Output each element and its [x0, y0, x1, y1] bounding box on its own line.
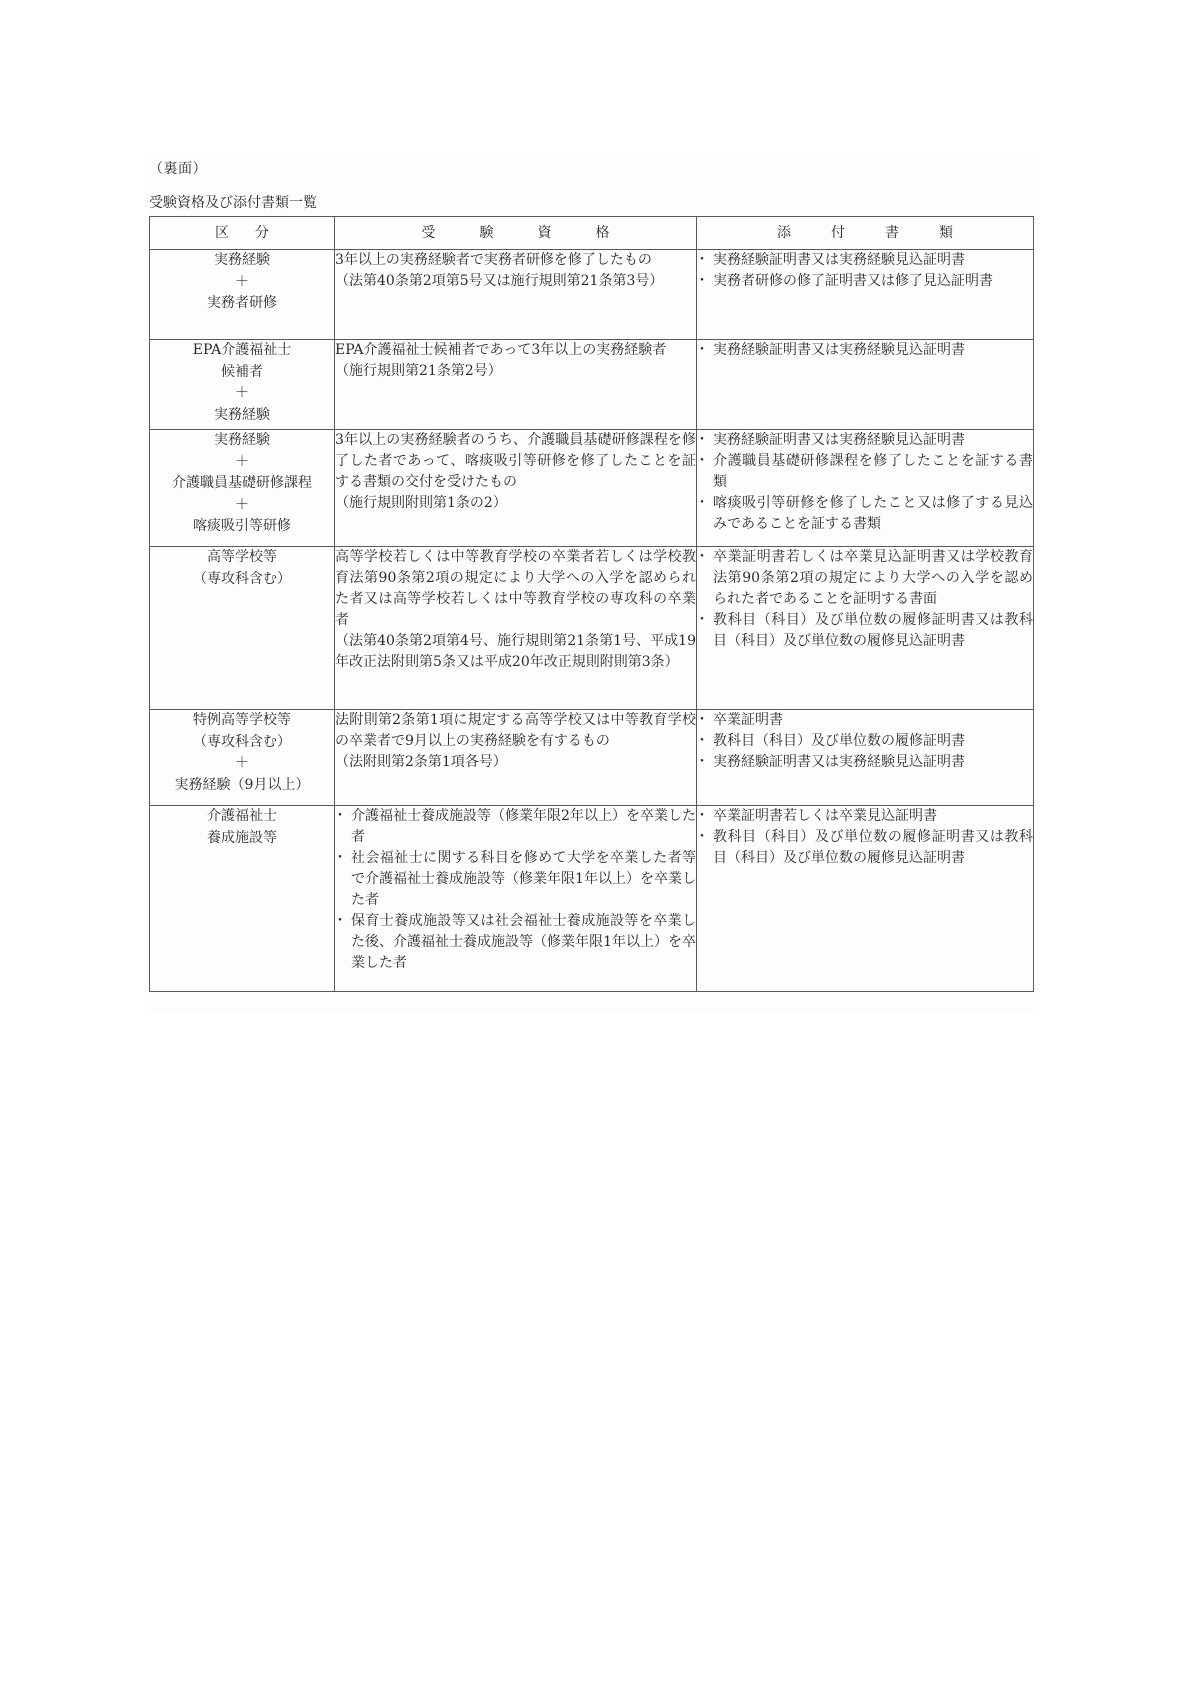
document-item: ・ 実務経験証明書又は実務経験見込証明書	[697, 250, 1033, 271]
header-qualification-label	[422, 225, 610, 241]
document-item: ・ 卒業証明書若しくは卒業見込証明書	[697, 806, 1033, 827]
category-line: 実務経験	[214, 252, 270, 268]
qualification-cell	[335, 806, 697, 992]
documents-list	[697, 806, 1033, 869]
document-item: ・ 実務者研修の修了証明書又は修了見込証明書	[697, 271, 1033, 292]
documents-list	[697, 710, 1033, 773]
documents-list	[697, 340, 1033, 361]
category-line: 喀痰吸引等研修	[193, 518, 291, 534]
header-documents-label	[777, 225, 953, 241]
document-item: ・ 実務経験証明書又は実務経験見込証明書	[697, 340, 1033, 361]
category-line: 実務者研修	[207, 295, 277, 311]
header-char: 添	[777, 224, 791, 241]
category-line: 実務経験	[214, 406, 270, 423]
document-title: 受験資格及び添付書類一覧	[149, 195, 317, 211]
table-row	[150, 250, 1034, 340]
qualification-text: 3年以上の実務経験者で実務者研修を修了したもの	[335, 252, 652, 268]
header-char: 受	[421, 224, 436, 241]
plus-sign: ＋	[235, 453, 249, 470]
qualification-cell	[335, 430, 697, 547]
table-row	[150, 430, 1034, 547]
legal-reference: （法第40条第2項第5号又は施行規則第21条第3号）	[335, 273, 664, 289]
category-line: 介護福祉士	[207, 808, 277, 824]
document-item: ・ 卒業証明書若しくは卒業見込証明書又は学校教育法第90条第2項の規定により大学への入学を認められた者であることを証明する書面	[697, 547, 1033, 610]
header-char: 分	[255, 224, 269, 241]
qualification-list	[335, 806, 696, 974]
legal-reference: （法附則第2条第1項各号）	[335, 754, 507, 770]
category-cell	[150, 547, 335, 710]
documents-cell	[697, 806, 1034, 992]
category-line: 実務経験	[214, 432, 270, 448]
qualification-cell	[335, 710, 697, 806]
documents-cell	[697, 430, 1034, 547]
category-cell	[150, 340, 335, 430]
category-line: （専攻科含む）	[193, 733, 291, 750]
table-row	[150, 547, 1034, 710]
documents-cell	[697, 710, 1034, 806]
qualification-item: ・ 介護福祉士養成施設等（修業年限2年以上）を卒業した者	[335, 806, 696, 848]
qualification-cell	[335, 547, 697, 710]
qualification-text: 法附則第2条第1項に規定する高等学校又は中等教育学校の卒業者で9月以上の実務経験を有するもの	[335, 712, 696, 749]
legal-reference: （施行規則附則第1条の2）	[335, 495, 507, 511]
header-char: 付	[831, 224, 845, 241]
qualification-text: EPA介護福祉士候補者であって3年以上の実務経験者	[335, 342, 667, 358]
qualification-item: ・ 保育士養成施設等又は社会福祉士養成施設等を卒業した後、介護福祉士養成施設等（修業年限1年以上）を卒業した者	[335, 911, 696, 974]
header-category-label	[215, 225, 269, 241]
category-line: 候補者	[221, 363, 263, 380]
category-cell	[150, 806, 335, 992]
category-line: 実務経験（9月以上）	[174, 776, 310, 793]
category-line: 養成施設等	[207, 829, 277, 846]
table-header-row	[150, 217, 1034, 250]
category-line: （専攻科含む）	[193, 570, 291, 587]
category-cell	[150, 430, 335, 547]
plus-sign: ＋	[235, 273, 249, 290]
qualification-table	[149, 216, 1034, 992]
document-item: ・ 介護職員基礎研修課程を修了したことを証する書類	[697, 451, 1033, 493]
documents-cell	[697, 340, 1034, 430]
category-cell	[150, 710, 335, 806]
category-line: 高等学校等	[207, 549, 277, 565]
document-item: ・ 実務経験証明書又は実務経験見込証明書	[697, 752, 1033, 773]
plus-sign: ＋	[235, 496, 249, 513]
qualification-text: 3年以上の実務経験者のうち、介護職員基礎研修課程を修了した者であって、喀痰吸引等研修を修了したことを証する書類の交付を受けたもの	[335, 432, 696, 490]
qualification-item: ・ 社会福祉士に関する科目を修めて大学を卒業した者等で介護福祉士養成施設等（修業年限1年以上）を卒業した者	[335, 848, 696, 911]
documents-cell	[697, 250, 1034, 340]
page-side-label: （裏面）	[149, 161, 207, 177]
plus-sign: ＋	[235, 755, 249, 771]
document-item: ・ 教科目（科目）及び単位数の履修証明書又は教科目（科目）及び単位数の履修見込証明書	[697, 610, 1033, 652]
documents-list	[697, 547, 1033, 652]
category-line: EPA介護福祉士	[192, 342, 292, 358]
header-documents	[697, 217, 1034, 250]
category-line: 特例高等学校等	[193, 712, 291, 728]
category-line: 介護職員基礎研修課程	[172, 475, 312, 491]
document-item: ・ 教科目（科目）及び単位数の履修証明書	[697, 731, 1033, 752]
document-item: ・ 教科目（科目）及び単位数の履修証明書又は教科目（科目）及び単位数の履修見込証明書	[697, 827, 1033, 869]
documents-cell	[697, 547, 1034, 710]
plus-sign: ＋	[235, 385, 249, 401]
table-row	[150, 340, 1034, 430]
table-row	[150, 710, 1034, 806]
document-item: ・ 喀痰吸引等研修を修了したこと又は修了する見込みであることを証する書類	[697, 493, 1033, 535]
qualification-text: 高等学校若しくは中等教育学校の卒業者若しくは学校教育法第90条第2項の規定により大学への入学を認められた者又は高等学校若しくは中等教育学校の専攻科の卒業者	[335, 549, 696, 628]
document-item: ・ 卒業証明書	[697, 710, 1033, 731]
category-cell	[150, 250, 335, 340]
table-row	[150, 806, 1034, 992]
header-char: 資	[537, 224, 552, 241]
header-category	[150, 217, 335, 250]
header-char: 験	[479, 224, 494, 241]
header-qualification	[335, 217, 697, 250]
header-char: 区	[215, 224, 229, 241]
document-item: ・ 実務経験証明書又は実務経験見込証明書	[697, 430, 1033, 451]
documents-list	[697, 430, 1033, 535]
legal-reference: （施行規則第21条第2号）	[335, 363, 502, 379]
header-char: 書	[885, 224, 899, 241]
header-char: 類	[939, 224, 953, 241]
documents-list	[697, 250, 1033, 292]
header-char: 格	[595, 224, 610, 241]
legal-reference: （法第40条第2項第4号、施行規則第21条第1号、平成19年改正法附則第5条又は平成20年改正規則附則第3条）	[335, 633, 696, 670]
qualification-cell	[335, 340, 697, 430]
qualification-cell	[335, 250, 697, 340]
